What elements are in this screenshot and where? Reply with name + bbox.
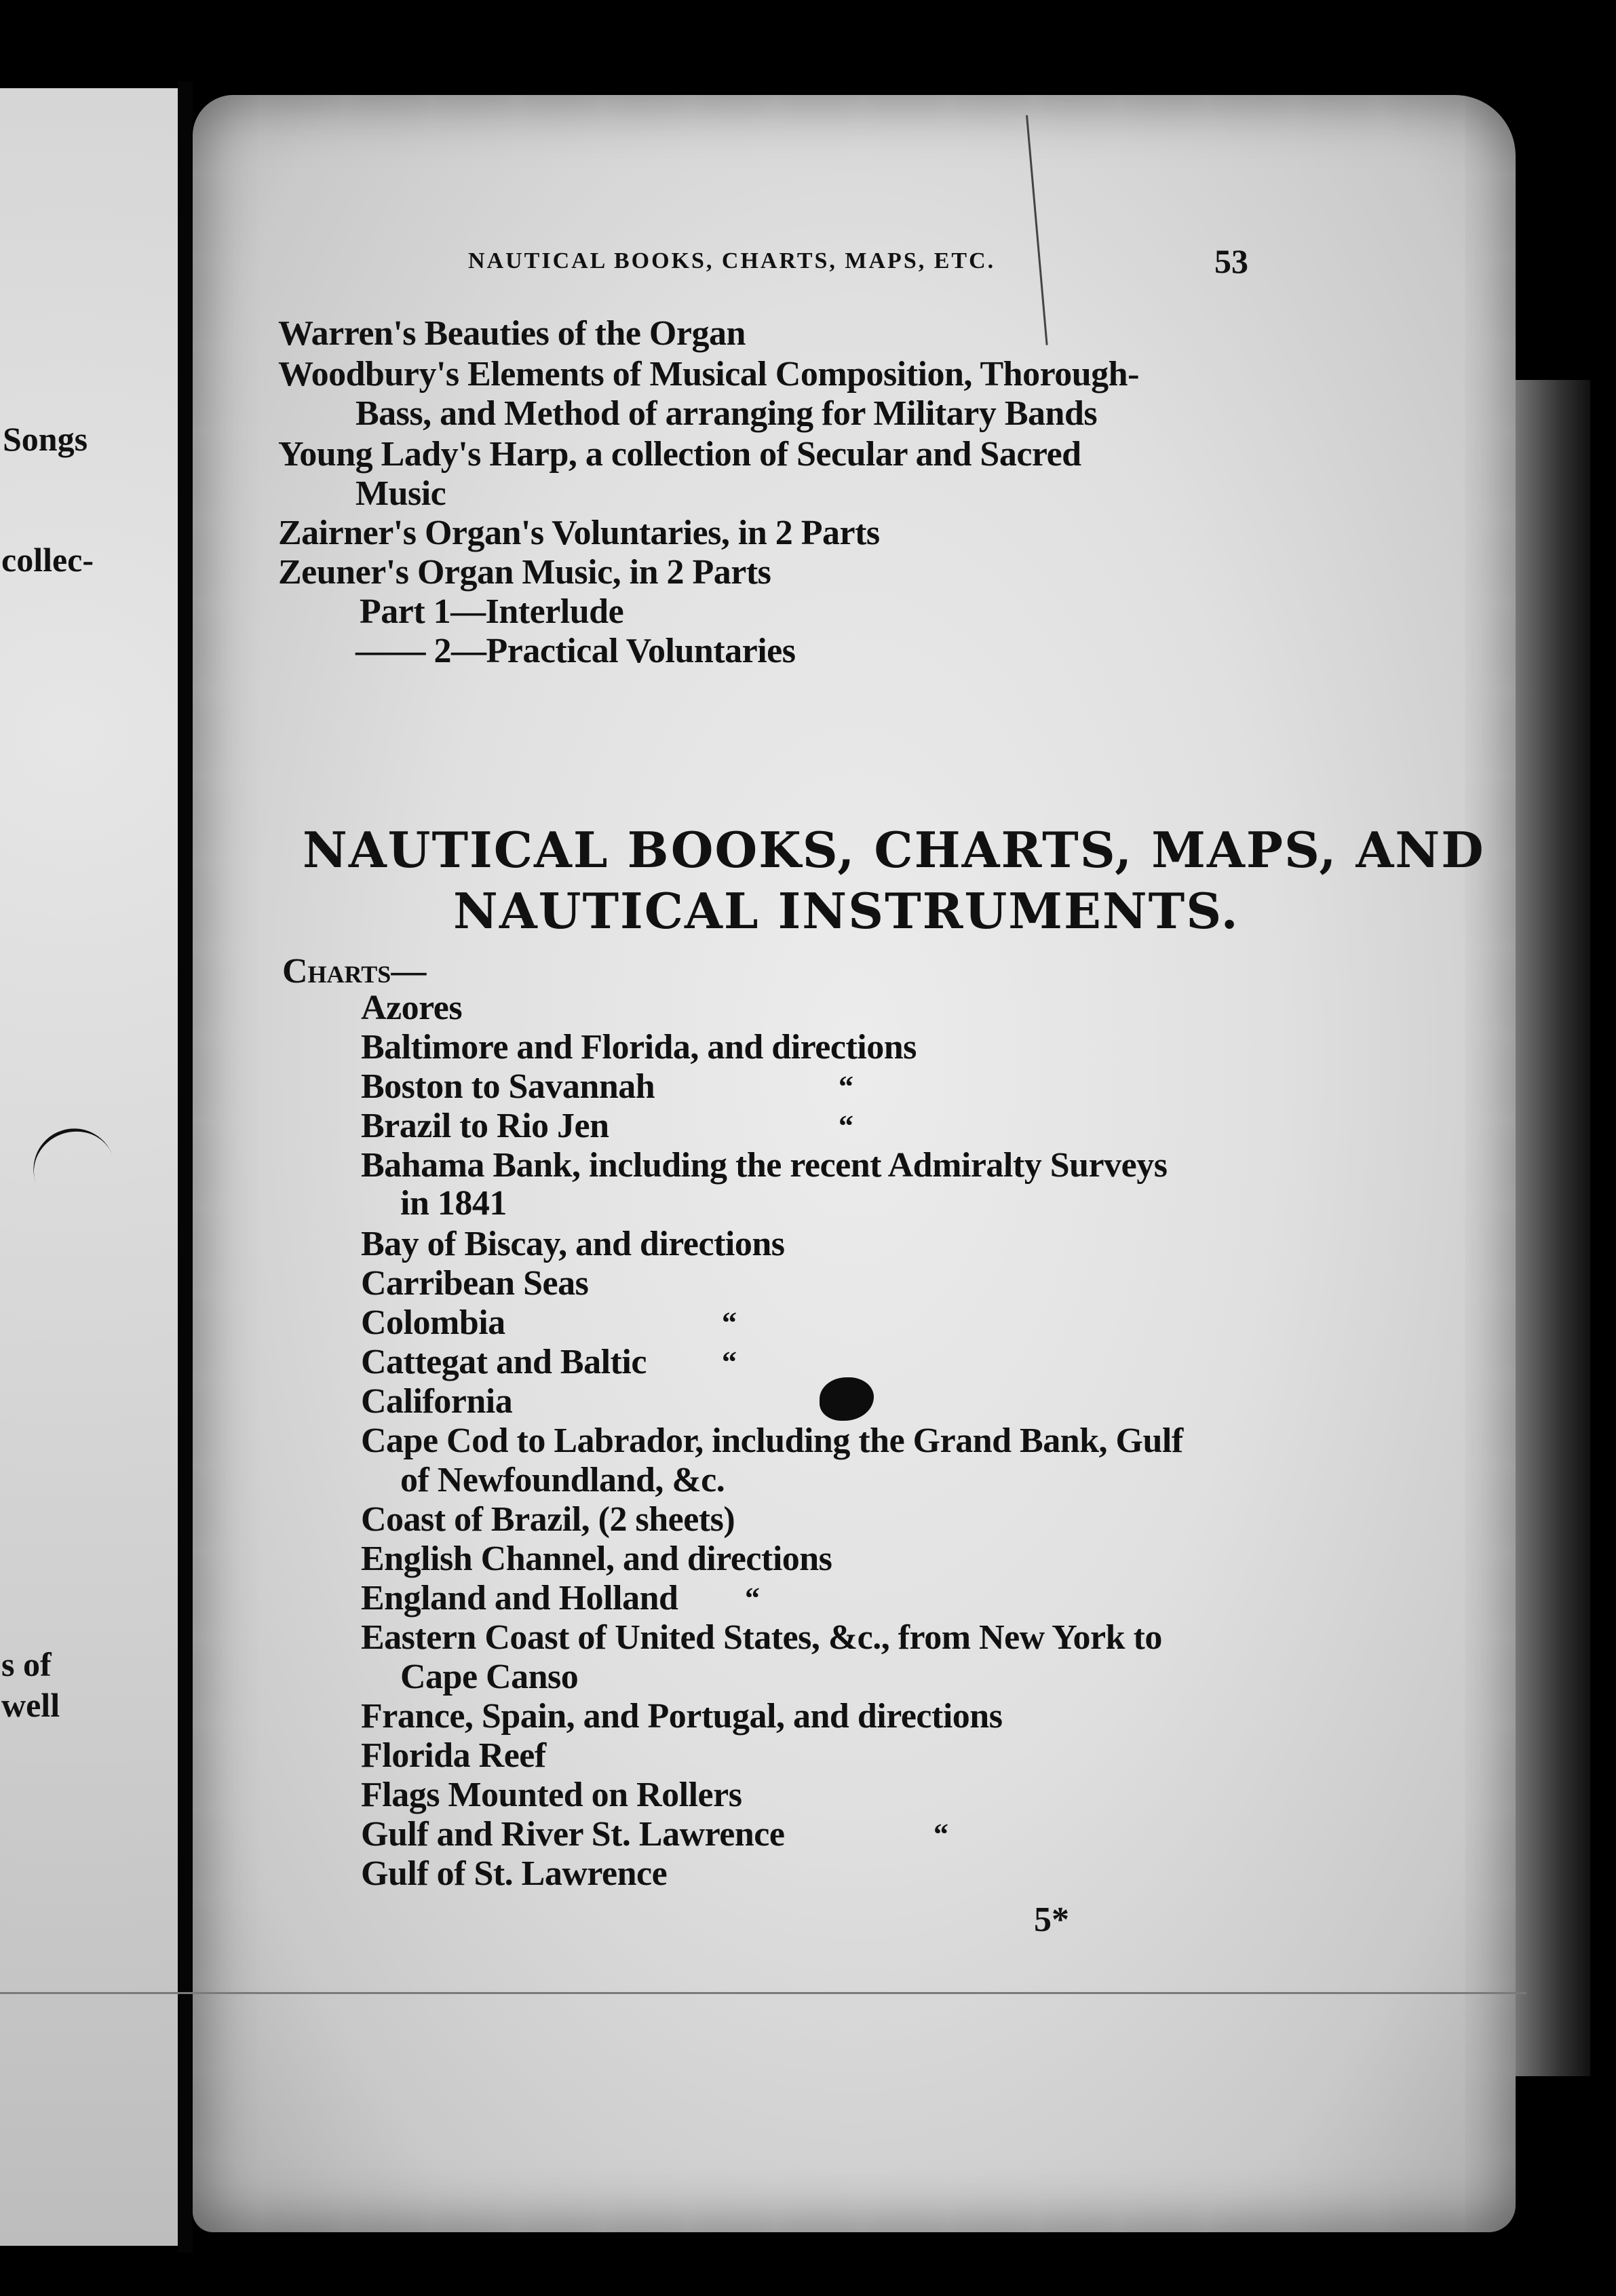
fold-line: [0, 1992, 1526, 1994]
music-entry-continuation: Music: [355, 474, 446, 513]
chart-item: California: [361, 1382, 513, 1421]
chart-item: Cattegat and Baltic: [361, 1343, 647, 1381]
left-fragment-of: s of: [1, 1645, 52, 1683]
music-entry-continuation: Bass, and Method of arranging for Military Bands: [355, 394, 1098, 433]
chart-item-continuation: Cape Canso: [400, 1658, 579, 1696]
ditto-mark: “: [722, 1345, 737, 1379]
chart-item: Flags Mounted on Rollers: [361, 1776, 742, 1814]
chart-item-continuation: of Newfoundland, &c.: [400, 1461, 725, 1499]
chart-item: Gulf of St. Lawrence: [361, 1854, 668, 1893]
signature-mark: 5*: [1034, 1900, 1069, 1939]
left-fragment-collec: collec-: [1, 541, 94, 579]
chart-item: English Channel, and directions: [361, 1539, 832, 1578]
ditto-mark: “: [839, 1109, 853, 1143]
section-heading-line1: NAUTICAL BOOKS, CHARTS, MAPS, AND: [303, 821, 1485, 879]
binding-gutter: [178, 81, 193, 2253]
chart-item: Florida Reef: [361, 1736, 546, 1775]
music-entry: Zairner's Organ's Voluntaries, in 2 Parts: [278, 514, 880, 552]
section-heading-line2: NAUTICAL INSTRUMENTS.: [453, 882, 1239, 940]
chart-item: France, Spain, and Portugal, and directions: [361, 1697, 1003, 1736]
chart-item: Carribean Seas: [361, 1264, 589, 1303]
chart-item: Colombia: [361, 1303, 505, 1342]
ditto-mark: “: [745, 1582, 760, 1615]
music-subentry: —— 2—Practical Voluntaries: [355, 632, 796, 670]
chart-item: Baltimore and Florida, and directions: [361, 1028, 917, 1067]
chart-item: Gulf and River St. Lawrence: [361, 1815, 785, 1854]
page-number: 53: [1214, 242, 1248, 280]
chart-item: England and Holland: [361, 1579, 678, 1618]
ditto-mark: “: [934, 1818, 948, 1851]
chart-item: Boston to Savannah: [361, 1067, 655, 1106]
music-entry: Woodbury's Elements of Musical Composition, Thorough-: [278, 355, 1139, 394]
chart-item-continuation: in 1841: [400, 1184, 507, 1223]
chart-item: Azores: [361, 989, 463, 1027]
music-entry: Zeuner's Organ Music, in 2 Parts: [278, 553, 771, 592]
music-subentry: Part 1—Interlude: [360, 592, 624, 631]
left-fragment-songs: Songs: [3, 420, 88, 458]
chart-item: Brazil to Rio Jen: [361, 1107, 609, 1145]
music-entry: Warren's Beauties of the Organ: [278, 314, 746, 353]
left-fragment-well: well: [1, 1686, 60, 1724]
chart-item: Cape Cod to Labrador, including the Grand Bank, Gulf: [361, 1421, 1183, 1460]
chart-item: Bahama Bank, including the recent Admiralty Surveys: [361, 1146, 1168, 1185]
ditto-mark: “: [839, 1070, 853, 1103]
page-edge-shadow: [1516, 380, 1590, 2076]
chart-item: Coast of Brazil, (2 sheets): [361, 1500, 735, 1539]
charts-label: Charts—: [282, 952, 427, 991]
ditto-mark: “: [722, 1306, 737, 1339]
music-entry: Young Lady's Harp, a collection of Secular and Sacred: [278, 435, 1081, 474]
chart-item: Bay of Biscay, and directions: [361, 1225, 785, 1263]
chart-item: Eastern Coast of United States, &c., from New York to: [361, 1618, 1162, 1657]
running-head: NAUTICAL BOOKS, CHARTS, MAPS, ETC.: [468, 248, 996, 273]
